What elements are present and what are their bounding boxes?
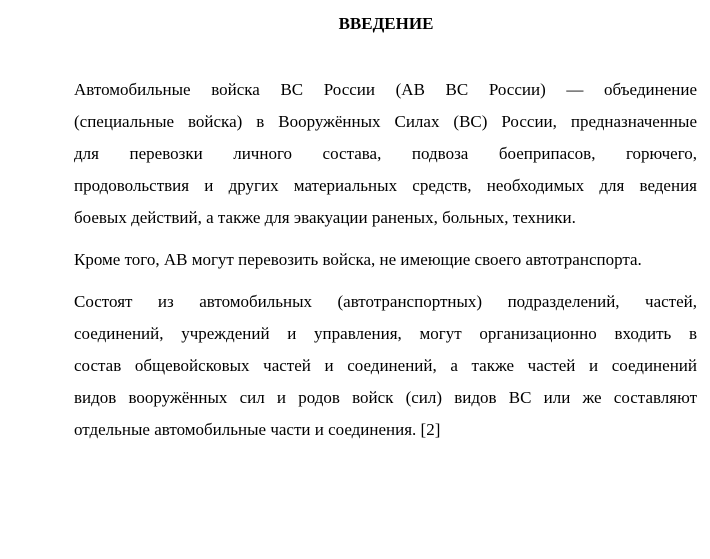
paragraph-line: боевых действий, а также для эвакуации раненых, больных, техники. (74, 208, 576, 227)
paragraph-3 (74, 286, 697, 446)
paragraph-line: соединений, учреждений и управления, могут организационно входить в (74, 324, 697, 343)
paragraph-line: продовольствия и других материальных средств, необходимых для ведения (74, 176, 697, 195)
paragraph-line: видов вооружённых сил и родов войск (сил) видов ВС или же составляют (74, 388, 697, 407)
paragraph-line: Кроме того, АВ могут перевозить войска, не имеющие своего автотранспорта. (74, 250, 642, 269)
paragraph-1 (74, 74, 697, 234)
paragraph-line: состав общевойсковых частей и соединений, а также частей и соединений (74, 356, 697, 375)
document-body (74, 74, 697, 456)
paragraph-line: отдельные автомобильные части и соединения. [2] (74, 420, 441, 439)
paragraph-line: для перевозки личного состава, подвоза боеприпасов, горючего, (74, 144, 697, 163)
page-title: ВВЕДЕНИЕ (338, 14, 434, 33)
paragraph-line: (специальные войска) в Вооружённых Силах (ВС) России, предназначенные (74, 112, 697, 131)
paragraph-line: Автомобильные войска ВС России (АВ ВС России) — объединение (74, 80, 697, 99)
paragraph-2 (74, 244, 697, 276)
paragraph-line: Состоят из автомобильных (автотранспортных) подразделений, частей, (74, 292, 697, 311)
